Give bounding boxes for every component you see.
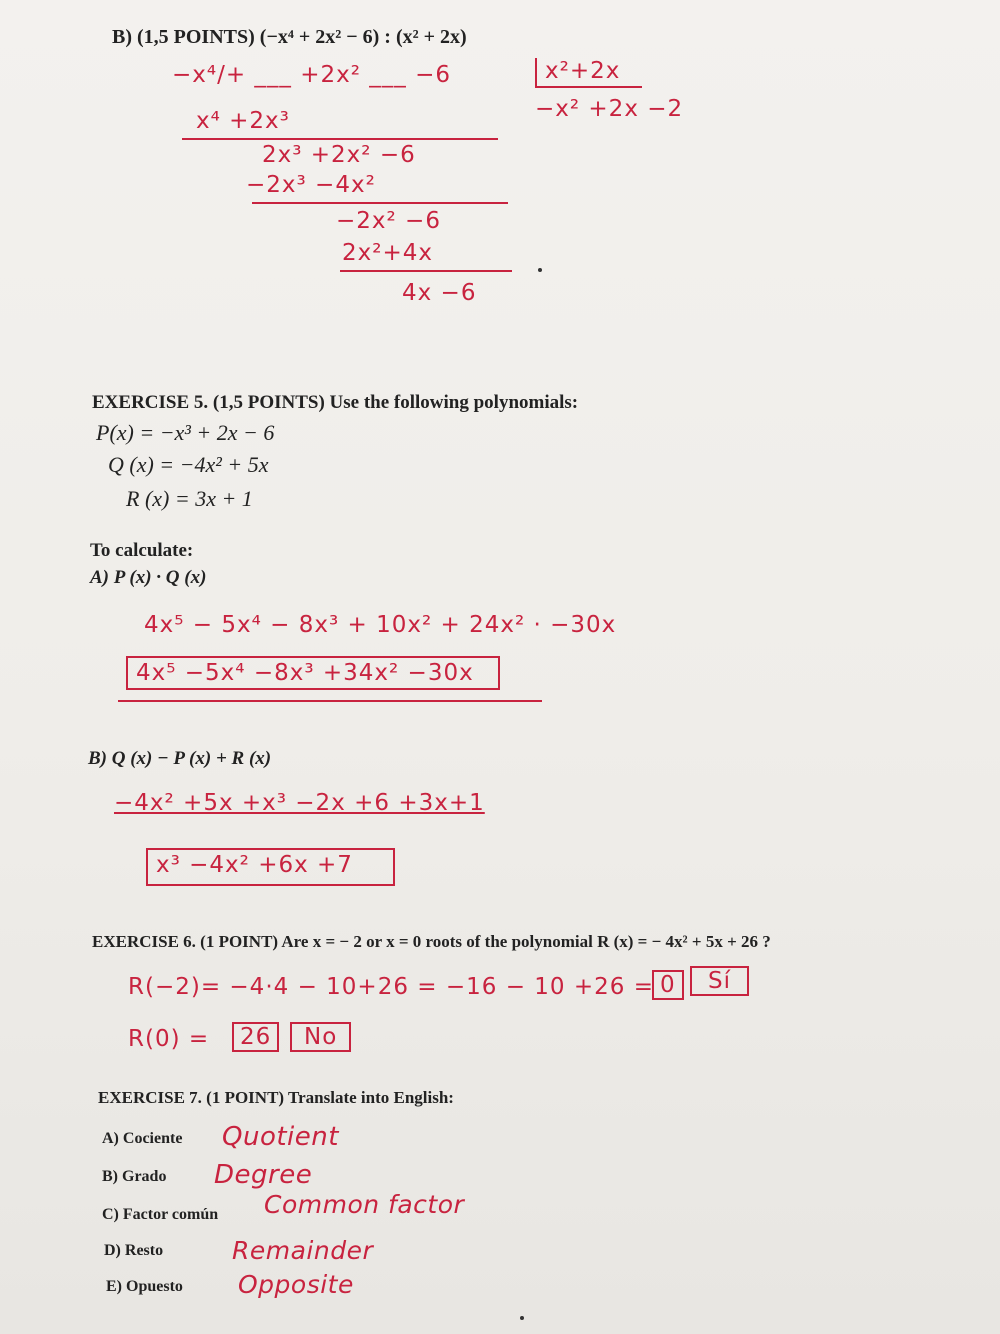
translate-item-answer: Common factor [264,1190,465,1219]
exercise7-heading: EXERCISE 7. (1 POINT) Translate into English: [98,1088,454,1107]
polynomial-r: R (x) = 3x + 1 [126,486,253,511]
exercise6-line1-result: 0 [652,970,684,1000]
division-rule-2 [252,202,508,204]
division-step1: x⁴ +2x³ [196,108,290,134]
exercise5-heading: EXERCISE 5. (1,5 POINTS) Use the following polynomials: [92,392,579,413]
division-step5: 2x²+4x [342,240,433,266]
part-b-work: −4x² +5x +x³ −2x +6 +3x+1 [114,790,485,816]
exercise6-line2-work: R(0) = [128,1026,210,1052]
pen-dot [520,1316,524,1320]
division-header: B) (1,5 POINTS) (−x⁴ + 2x² − 6) : (x² + 2x) [112,26,467,48]
part-a-underline [118,700,542,702]
translate-item-answer: Quotient [222,1122,339,1152]
division-rule-3 [340,270,512,272]
division-step3: −2x³ −4x² [246,172,376,198]
translate-item-answer: Remainder [232,1236,374,1265]
division-remainder: 4x −6 [402,280,477,306]
part-a-work: 4x⁵ − 5x⁴ − 8x³ + 10x² + 24x² · −30x [144,612,617,638]
exercise6-line1-answer: Sí [690,966,749,996]
translate-item-label: B) Grado [102,1168,167,1185]
calculate-label: To calculate: [90,540,194,561]
polynomial-q: Q (x) = −4x² + 5x [108,452,269,477]
translate-item-answer: Degree [214,1160,313,1190]
division-divisor: x²+2x [535,58,642,88]
part-a-label: A) P (x) · Q (x) [90,567,207,588]
pen-dot [538,268,542,272]
division-quotient: −x² +2x −2 [535,96,684,122]
division-step4: −2x² −6 [336,208,441,234]
part-b-answer: x³ −4x² +6x +7 [146,848,395,886]
exercise6-heading: EXERCISE 6. (1 POINT) Are x = − 2 or x = 0 roots of the polynomial R (x) = − 4x² + 5x + 26 ? [92,932,771,951]
translate-item-label: A) Cociente [102,1130,183,1147]
division-rule-1 [182,138,498,140]
polynomial-p: P(x) = −x³ + 2x − 6 [96,420,275,445]
part-a-answer: 4x⁵ −5x⁴ −8x³ +34x² −30x [126,656,500,690]
division-step2: 2x³ +2x² −6 [262,142,416,168]
translate-item-label: C) Factor común [102,1206,219,1223]
translate-item-answer: Opposite [238,1270,354,1299]
exercise6-line1-work: R(−2)= −4·4 − 10+26 = −16 − 10 +26 = [128,974,654,1000]
translate-item-label: E) Opuesto [106,1278,183,1295]
exercise6-line2-result: 26 [232,1022,279,1052]
exercise6-line2-answer: No [290,1022,351,1052]
division-dividend: −x⁴/+ ___ +2x² ___ −6 [172,62,452,88]
translate-item-label: D) Resto [104,1242,164,1259]
part-b-label: B) Q (x) − P (x) + R (x) [88,748,272,769]
